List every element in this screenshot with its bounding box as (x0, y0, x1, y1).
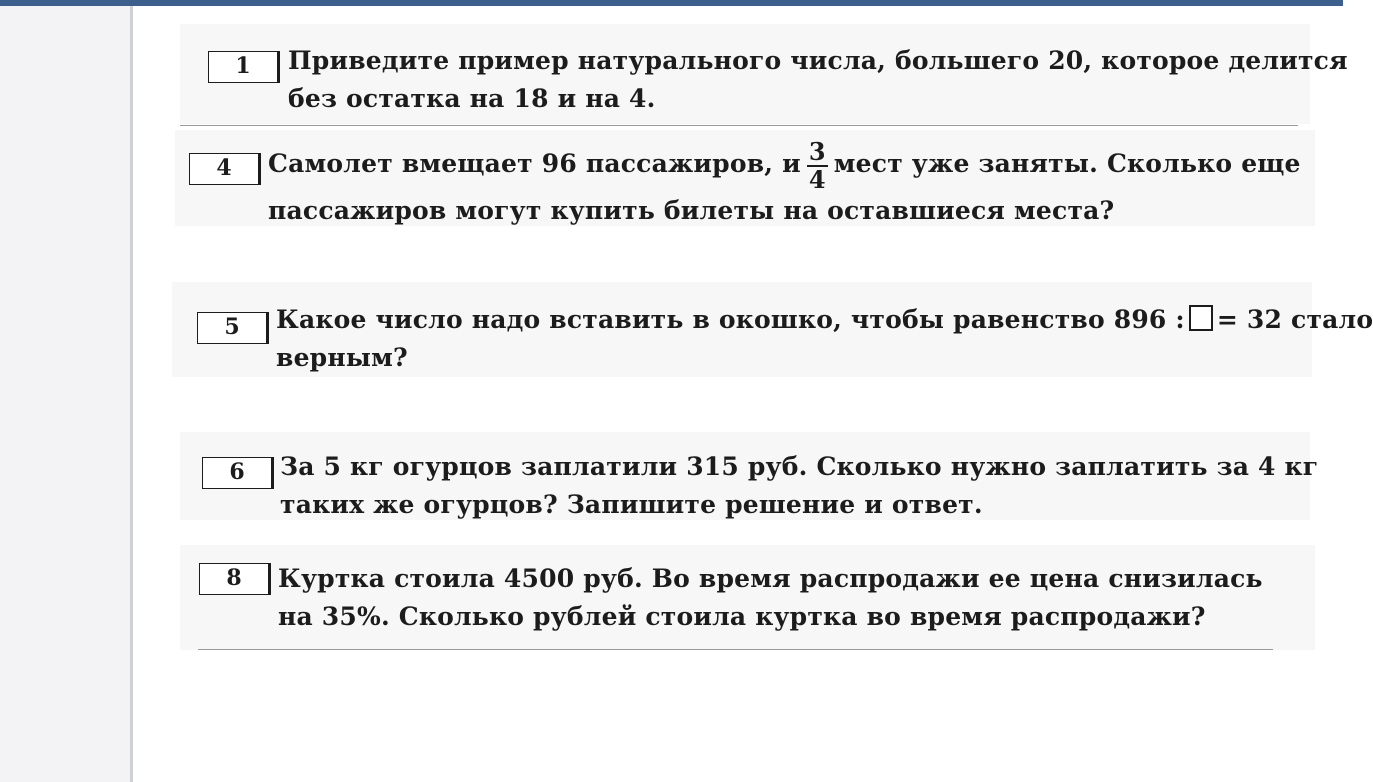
answer-blank-box (1189, 305, 1213, 331)
task-number-box: 5 (197, 312, 267, 344)
task-5-text (276, 301, 1373, 372)
task-line: верным? (276, 343, 408, 372)
fraction-numerator: 3 (808, 136, 826, 166)
task-line: без остатка на 18 и на 4. (288, 84, 656, 113)
divider-line (180, 125, 1298, 126)
task-line: Куртка стоила 4500 руб. Во время распродажи ее цена снизилась (278, 564, 1263, 593)
task-number-box: 8 (199, 563, 269, 595)
task-line: За 5 кг огурцов заплатили 315 руб. Сколько нужно заплатить за 4 кг (280, 452, 1319, 481)
task-1-text (288, 42, 1348, 118)
task-line: таких же огурцов? Запишите решение и ответ. (280, 490, 983, 519)
task-line: на 35%. Сколько рублей стоила куртка во время распродажи? (278, 602, 1206, 631)
divider-line (198, 649, 1273, 650)
fraction-denominator: 4 (808, 164, 826, 194)
task-number-box: 1 (208, 51, 278, 83)
task-line: Приведите пример натурального числа, большего 20, которое делится (288, 46, 1348, 75)
task-6-text (280, 448, 1318, 524)
task-number-box: 4 (189, 153, 259, 185)
task-line: пассажиров могут купить билеты на оставшиеся места? (268, 196, 1115, 225)
fraction (807, 136, 828, 194)
task-line: мест уже заняты. Сколько еще (833, 149, 1301, 178)
task-line: = 32 стало (1216, 305, 1373, 334)
task-4-text (268, 136, 1301, 224)
sidebar-panel (0, 6, 133, 782)
task-8-text (278, 560, 1263, 636)
task-number-box: 6 (202, 457, 272, 489)
task-line: Самолет вмещает 96 пассажиров, и (268, 149, 801, 178)
window-top-bar (0, 0, 1343, 6)
task-line: Какое число надо вставить в окошко, чтобы равенство 896 : (276, 305, 1185, 334)
